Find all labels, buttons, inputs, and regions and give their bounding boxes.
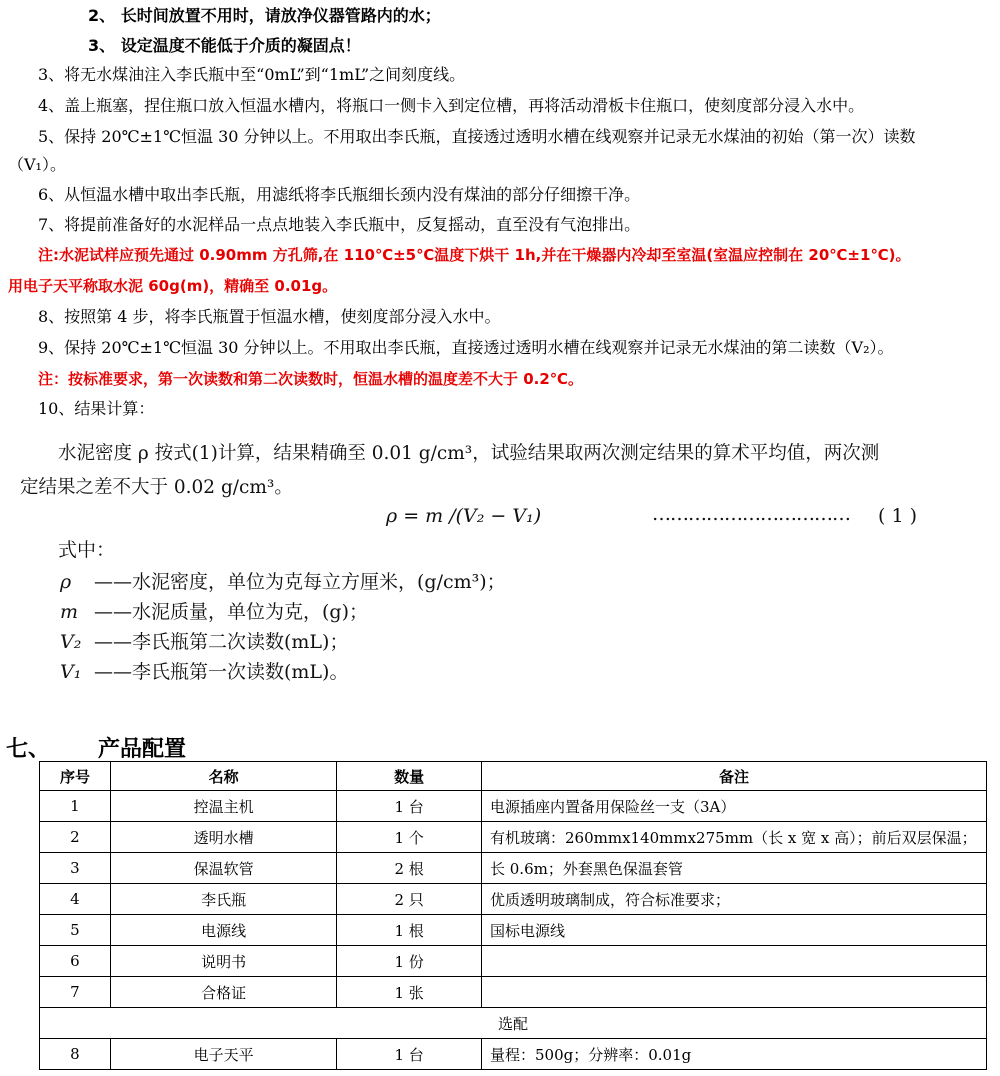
step-6: 6、从恒温水槽中取出李氏瓶，用滤纸将李氏瓶细长颈内没有煤油的部分仔细擦干净。 (38, 185, 641, 204)
product-config-table (39, 761, 987, 1070)
cell-name: 李氏瓶 (110, 884, 336, 915)
cell-remarks: 国标电源线 (481, 915, 986, 946)
section-number: 七、 (6, 737, 51, 762)
cell-name: 控温主机 (110, 791, 336, 822)
formula-paragraph-line-1: 水泥密度 ρ 按式(1)计算，结果精确至 0.01 g/cm³，试验结果取两次测定结果的算术平均值，两次测 (58, 443, 880, 464)
optional-section-label: 选配 (40, 1008, 987, 1039)
cell-index: 5 (40, 915, 111, 946)
cell-remarks (481, 977, 986, 1008)
table-row (40, 915, 987, 946)
cell-name: 说明书 (110, 946, 336, 977)
cell-quantity: 1 台 (337, 1039, 482, 1070)
column-header-name: 名称 (110, 762, 336, 791)
step-5: 5、保持 20℃±1℃恒温 30 分钟以上。不用取出李氏瓶，直接透过透明水槽在线观察并记录无水煤油的初始（第一次）读数 (38, 127, 916, 146)
cell-quantity: 1 个 (337, 822, 482, 853)
table-row (40, 1039, 987, 1070)
step-8: 8、按照第 4 步，将李氏瓶置于恒温水槽，使刻度部分浸入水中。 (38, 307, 501, 326)
cell-remarks: 量程：500g；分辨率：0.01g (481, 1039, 986, 1070)
step-10: 10、结果计算： (38, 399, 155, 418)
cell-index: 8 (40, 1039, 111, 1070)
cell-quantity: 1 根 (337, 915, 482, 946)
table-row (40, 884, 987, 915)
step-5-continued: （V₁）。 (8, 155, 66, 174)
definition-text: ——李氏瓶第二次读数(mL)； (94, 631, 349, 653)
note-item-2: 2、 长时间放置不用时，请放净仪器管路内的水； (88, 6, 441, 25)
equation-number: ( 1 ) (878, 505, 917, 527)
warning-note-1-continued: 用电子天平称取水泥 60g(m)，精确至 0.01g。 (8, 277, 338, 295)
table-row (40, 977, 987, 1008)
density-formula: ρ = m /(V₂ − V₁) (386, 505, 542, 527)
column-header-remarks: 备注 (481, 762, 986, 791)
cell-index: 4 (40, 884, 111, 915)
column-header-quantity: 数量 (337, 762, 482, 791)
section-title: 产品配置 (98, 737, 187, 762)
cell-quantity: 2 只 (337, 884, 482, 915)
definition-v1 (60, 660, 348, 684)
note-item-3: 3、 设定温度不能低于介质的凝固点！ (88, 36, 361, 55)
definition-text: ——李氏瓶第一次读数(mL)。 (94, 661, 349, 683)
table-row (40, 791, 987, 822)
step-7: 7、将提前准备好的水泥样品一点点地装入李氏瓶中，反复摇动，直至没有气泡排出。 (38, 215, 641, 234)
cell-name: 合格证 (110, 977, 336, 1008)
cell-remarks: 长 0.6m；外套黑色保温套管 (481, 853, 986, 884)
cell-index: 1 (40, 791, 111, 822)
section-heading (6, 732, 186, 763)
cell-index: 2 (40, 822, 111, 853)
cell-name: 保温软管 (110, 853, 336, 884)
cell-index: 3 (40, 853, 111, 884)
cell-index: 7 (40, 977, 111, 1008)
where-label: 式中： (58, 539, 116, 561)
warning-note-1: 注:水泥试样应预先通过 0.90mm 方孔筛,在 110℃±5℃温度下烘干 1h,并在干燥器内冷却至室温(室温应控制在 20℃±1℃)。 (38, 246, 911, 264)
definition-rho (60, 570, 506, 594)
cell-quantity: 1 份 (337, 946, 482, 977)
step-4: 4、盖上瓶塞，捏住瓶口放入恒温水槽内，将瓶口一侧卡入到定位槽，再将活动滑板卡住瓶口，使刻度部分浸入水中。 (38, 96, 865, 115)
definition-text: ——水泥质量，单位为克，(g)； (94, 601, 368, 623)
definition-m (60, 600, 368, 624)
step-9: 9、保持 20℃±1℃恒温 30 分钟以上。不用取出李氏瓶，直接透过透明水槽在线观察并记录无水煤油的第二读数（V₂）。 (38, 338, 894, 357)
step-3: 3、将无水煤油注入李氏瓶中至“0mL”到“1mL”之间刻度线。 (38, 65, 466, 84)
cell-name: 电源线 (110, 915, 336, 946)
cell-index: 6 (40, 946, 111, 977)
optional-section-row (40, 1008, 987, 1039)
definition-symbol: m (60, 601, 79, 623)
definition-v2 (60, 630, 348, 654)
definition-symbol: ρ (60, 571, 72, 593)
definition-symbol: V₂ (60, 631, 82, 653)
cell-quantity: 2 根 (337, 853, 482, 884)
cell-name: 透明水槽 (110, 822, 336, 853)
cell-quantity: 1 台 (337, 791, 482, 822)
definition-symbol: V₁ (60, 661, 82, 683)
cell-remarks: 电源插座内置备用保险丝一支（3A） (481, 791, 986, 822)
warning-note-2: 注：按标准要求，第一次读数和第二次读数时，恒温水槽的温度差不大于 0.2℃。 (38, 370, 583, 388)
table-header-row (40, 762, 987, 791)
column-header-index: 序号 (40, 762, 111, 791)
cell-remarks: 有机玻璃：260mmx140mmx275mm（长 x 宽 x 高）；前后双层保温； (481, 822, 986, 853)
table-row (40, 853, 987, 884)
equation-leader-dots: …………………………… (652, 503, 850, 525)
cell-remarks: 优质透明玻璃制成，符合标准要求； (481, 884, 986, 915)
table-row (40, 946, 987, 977)
cell-name: 电子天平 (110, 1039, 336, 1070)
formula-paragraph-line-2: 定结果之差不大于 0.02 g/cm³。 (20, 477, 293, 498)
cell-quantity: 1 张 (337, 977, 482, 1008)
table-row (40, 822, 987, 853)
cell-remarks (481, 946, 986, 977)
definition-text: ——水泥密度，单位为克每立方厘米，(g/cm³)； (94, 571, 506, 593)
